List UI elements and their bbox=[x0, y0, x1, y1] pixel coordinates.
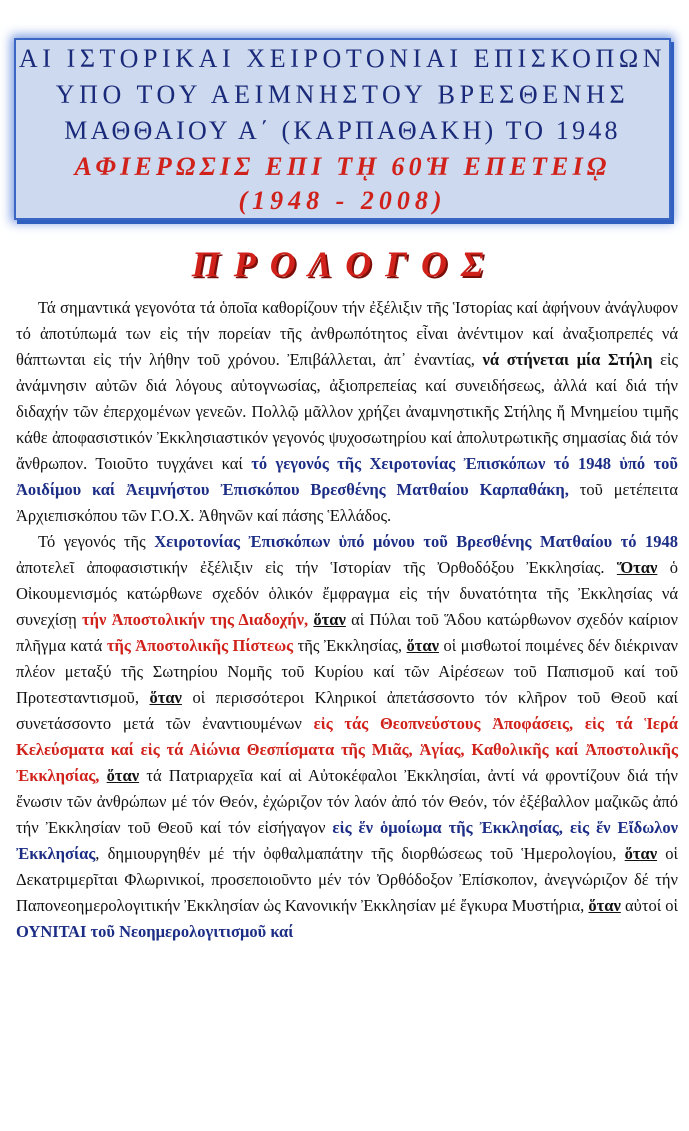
p2-text: αἱ Πύλαι τοῦ Ἅδου κατώρθωνον σχεδόν καίριον πλῆγμα κατά bbox=[16, 610, 679, 655]
title-dedication: ΑΦΙΕΡΩΣΙΣ ΕΠΙ Τῌ 60Ἡ ΕΠΕΤΕΙῼ bbox=[74, 152, 611, 181]
p2-otan: ὅταν bbox=[313, 610, 346, 629]
p2-text: οἱ Δεκατριμερῖται Φλωρινικοί, προσεποιοῦντο μέν τόν Ὀρθόδοξον Ἐπίσκοπον, ἀνεγνώριζον δέ τήν Παπονεοημερολογιτικήν Ἐκκλησίαν ὡς Κανονικήν Ἐκκλησίαν μέ ἔγκυρα Μυστήρια, bbox=[16, 844, 678, 915]
p1-highlight: τό γεγονός τῆς Χειροτονίας Ἐπισκόπων τό 1948 ὑπό τοῦ Ἀοιδίμου καί Ἀειμνήστου Ἐπισκόπου Βρεσθένης Ματθαίου Καρπαθάκη, bbox=[16, 454, 678, 499]
p2-text: αὐτοί οἱ bbox=[620, 896, 679, 915]
section-heading: ΠΡΟΛΟΓΟΣ bbox=[191, 244, 498, 284]
p2-red-highlight: εἰς τάς Θεοπνεύστους Ἀποφάσεις, εἰς τά Ἱερά Κελεύσματα καί εἰς τά Αἰώνια Θεσπίσματα τῆς Μιᾶς, Ἁγίας, Καθολικῆς καί Ἀποστολικῆς Ἐκκλησίας, bbox=[16, 714, 678, 785]
p2-text bbox=[99, 766, 106, 785]
p2-red-highlight: τήν Ἀποστολικήν της Διαδοχήν, bbox=[82, 610, 309, 629]
paragraph-2 bbox=[16, 529, 678, 945]
p2-red-highlight: τῆς Ἀποστολικῆς Πίστεως bbox=[106, 636, 294, 655]
p2-text: ὁ Οἰκουμενισμός κατώρθωνε σχεδόν ὁλικόν ἔμφραγμα εἰς τήν δυνατότητα τῆς Ἐκκλησίας νά συνεχίσῃ bbox=[16, 558, 679, 629]
p2-otan: ὅταν bbox=[406, 636, 439, 655]
p2-otan: ὅταν bbox=[588, 896, 621, 915]
p2-text: , δημιουργηθέν μέ τήν ὀφθαλμαπάτην τῆς διορθώσεως τοῦ Ἡμερολογίου, bbox=[95, 844, 625, 863]
p1-text: εἰς ἀνάμνησιν αὐτῶν διά λόγους αὐτογνωσίας, ἀξιοπρεπείας καί συνειδήσεως, ἀλλά καί διά τήν διδαχήν τῶν ἐπερχομένων γενεῶν. Πολλῷ μᾶλλον χρήζει ἀναμνηστικῆς Στήλης ἤ Μνημείου τιμῆς κάθε ἀποφασιστικόν Ἐκκλησιαστικόν γεγονός ψυχοσωτηρίου καί ἀπολυτρωτικῆς σημασίας διά τόν ἄνθρωπον. Τοιοῦτο τυγχάνει καί bbox=[16, 350, 679, 473]
title-years: (1948 - 2008) bbox=[238, 186, 447, 215]
p2-text: τά Πατριαρχεῖα καί αἱ Αὐτοκέφαλοι Ἐκκλησίαι, ἀντί νά φροντίζουν διά τήν ἕνωσιν τῶν ἀνθρώπων μέ τόν Θεόν, ἐχώριζον τόν λαόν ἀπό τόν Θεόν, τόν ἐξέβαλλον μαζικῶς ἀπό τήν Ἐκκλησίαν τοῦ Θεοῦ καί τόν εἰσήγαγον bbox=[16, 766, 678, 837]
p1-text: Τά σημαντικά γεγονότα τά ὁποῖα καθορίζουν τήν ἐξέλιξιν τῆς Ἱστορίας καί ἀφήνουν ἀνάγλυφον τό ἀποτύπωμά των εἰς τήν πορείαν τῆς ἀνθρωπότητος εἶναι ἀνέντιμον καί ἀναξιοπρεπές νά θάπτωνται εἰς τήν λήθην τοῦ χρόνου. Ἐπιβάλλεται, ἀπ᾿ ἐναντίας, bbox=[16, 298, 678, 369]
p2-text: Τό γεγονός τῆς bbox=[38, 532, 155, 551]
title-line-3: ΜΑΘΘΑΙΟΥ Α΄ (ΚΑΡΠΑΘΑΚΗ) ΤΟ 1948 bbox=[64, 116, 621, 145]
p2-otan: Ὅταν bbox=[616, 558, 658, 577]
p2-otan: ὅταν bbox=[106, 766, 140, 785]
p2-highlight: ΟΥΝΙΤΑΙ τοῦ Νεοημερολογιτισμοῦ καί bbox=[16, 922, 294, 941]
p1-text: τοῦ μετέπειτα Ἀρχιεπισκόπου τῶν Γ.Ο.Χ. Ἀθηνῶν καί πάσης Ἑλλάδος. bbox=[16, 480, 679, 525]
p2-otan: ὅταν bbox=[624, 844, 658, 863]
p2-text: τῆς Ἐκκλησίας, bbox=[293, 636, 407, 655]
p2-text: οἱ περισσότεροι Κληρικοί ἀπετάσσοντο τόν κλῆρον τοῦ Θεοῦ καί συνετάσσοντο μετά τῶν ἐναντιουμένων bbox=[16, 688, 678, 733]
p2-highlight: Χειροτονίας Ἐπισκόπων ὑπό μόνου τοῦ Βρεσθένης Ματθαίου τό 1948 bbox=[154, 532, 678, 551]
p1-emphasis: νά στήνεται μία Στήλη bbox=[482, 350, 653, 369]
p2-otan: ὅταν bbox=[149, 688, 182, 707]
title-box bbox=[14, 38, 671, 220]
paragraph-1 bbox=[16, 295, 678, 529]
title-line-2: ΥΠΟ ΤΟΥ ΑΕΙΜΝΗΣΤΟΥ ΒΡΕΣΘΕΝΗΣ bbox=[55, 80, 630, 109]
p2-highlight: εἰς ἕν ὁμοίωμα τῆς Ἐκκλησίας, εἰς ἕν Εἴδωλον Ἐκκλησίας bbox=[16, 818, 678, 863]
title-line-1: ΑΙ ΙΣΤΟΡΙΚΑΙ ΧΕΙΡΟΤΟΝΙΑΙ ΕΠΙΣΚΟΠΩΝ bbox=[18, 44, 667, 73]
body-text bbox=[16, 295, 678, 945]
p2-text: οἱ μισθωτοί ποιμένες δέν διέκριναν πλέον μεταξύ τῆς Σωτηρίου Νομῆς τοῦ Κυρίου καί τῶν Αἱρέσεων τοῦ Παπισμοῦ καί τοῦ Προτεσταντισμοῦ, bbox=[16, 636, 678, 707]
p2-text: ἀποτελεῖ ἀποφασιστικήν ἐξέλιξιν εἰς τήν Ἱστορίαν τῆς Ὀρθοδόξου Ἐκκλησίας. bbox=[16, 558, 617, 577]
